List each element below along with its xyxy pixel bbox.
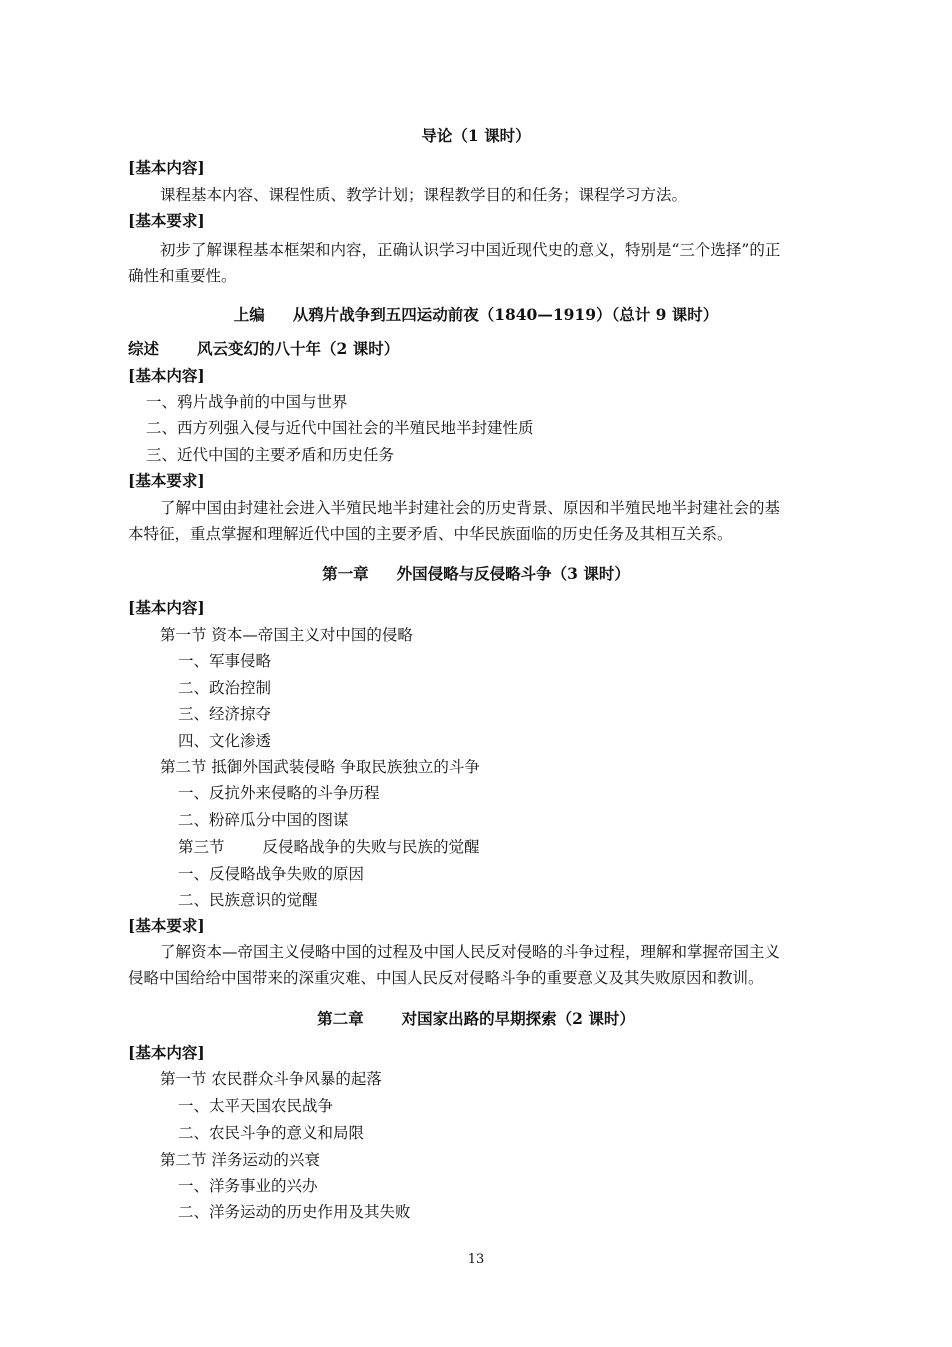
- ch1-section1: 第一节 资本—帝国主义对中国的侵略: [160, 626, 413, 644]
- intro-req-label: [基本要求]: [128, 211, 205, 230]
- ch1-s2-item: 二、粉碎瓜分中国的图谋: [178, 811, 349, 829]
- ch1-s1-item: 四、文化渗透: [178, 732, 272, 750]
- ch1-s3-item: 二、民族意识的觉醒: [178, 891, 318, 909]
- ch2-heading: [0, 1009, 952, 1029]
- overview-item: 二、西方列强入侵与近代中国社会的半殖民地半封建性质: [146, 419, 534, 437]
- ch1-s3-title: 反侵略战争的失败与民族的觉醒: [262, 838, 480, 856]
- overview-title: 风云变幻的八十年（2 课时）: [197, 339, 400, 358]
- intro-content: 课程基本内容、课程性质、教学计划；课程教学目的和任务；课程学习方法。: [160, 186, 688, 204]
- part1-prefix: 上编: [233, 305, 265, 324]
- intro-req-line2: 确性和重要性。: [128, 267, 237, 285]
- overview-req-line1: 了解中国由封建社会进入半殖民地半封建社会的历史背景、原因和半殖民地半封建社会的基: [160, 499, 781, 517]
- ch2-title: 对国家出路的早期探索（2 课时）: [401, 1009, 635, 1028]
- overview-req-line2: 本特征，重点掌握和理解近代中国的主要矛盾、中华民族面临的历史任务及其相互关系。: [128, 525, 733, 543]
- ch1-req-line2: 侵略中国给给中国带来的深重灾难、中国人民反对侵略斗争的重要意义及其失败原因和教训。: [128, 969, 764, 987]
- ch1-prefix: 第一章: [322, 564, 369, 583]
- ch1-s1-item: 一、军事侵略: [178, 652, 272, 670]
- intro-content-label: [基本内容]: [128, 158, 205, 177]
- ch1-title: 外国侵略与反侵略斗争（3 课时）: [396, 564, 630, 583]
- overview-prefix: 综述: [128, 339, 160, 358]
- ch1-s1-item: 三、经济掠夺: [178, 705, 272, 723]
- ch1-s1-item: 二、政治控制: [178, 679, 272, 697]
- ch2-content-label: [基本内容]: [128, 1043, 205, 1062]
- ch2-s2-item: 二、洋务运动的历史作用及其失败: [178, 1203, 411, 1221]
- overview-req-label: [基本要求]: [128, 471, 205, 490]
- part1-title: 从鸦片战争到五四运动前夜（1840—1919）（总计 9 课时）: [292, 305, 719, 324]
- ch1-section2: 第二节 抵御外国武装侵略 争取民族独立的斗争: [160, 758, 480, 776]
- part1-heading: [0, 305, 952, 325]
- ch1-req-label: [基本要求]: [128, 916, 205, 935]
- ch2-section1: 第一节 农民群众斗争风暴的起落: [160, 1070, 382, 1088]
- ch2-section2: 第二节 洋务运动的兴衰: [160, 1151, 320, 1169]
- ch2-s2-item: 一、洋务事业的兴办: [178, 1177, 318, 1195]
- overview-item: 一、鸦片战争前的中国与世界: [146, 393, 348, 411]
- ch1-content-label: [基本内容]: [128, 598, 205, 617]
- ch1-section3: [178, 837, 480, 857]
- ch2-prefix: 第二章: [317, 1009, 364, 1028]
- ch1-req-line1: 了解资本—帝国主义侵略中国的过程及中国人民反对侵略的斗争过程，理解和掌握帝国主义: [160, 943, 781, 961]
- page-number: 13: [467, 1252, 485, 1267]
- intro-req-line1: 初步了解课程基本框架和内容，正确认识学习中国近现代史的意义，特别是“三个选择”的正: [160, 241, 781, 259]
- ch2-s1-item: 一、太平天国农民战争: [178, 1097, 334, 1115]
- ch1-s2-item: 一、反抗外来侵略的斗争历程: [178, 784, 380, 802]
- ch1-heading: [0, 564, 952, 584]
- intro-title: 导论（1 课时）: [421, 126, 531, 145]
- ch2-s1-item: 二、农民斗争的意义和局限: [178, 1124, 365, 1142]
- ch1-s3-prefix: 第三节: [178, 838, 225, 856]
- ch1-s3-item: 一、反侵略战争失败的原因: [178, 865, 365, 883]
- overview-item: 三、近代中国的主要矛盾和历史任务: [146, 446, 395, 464]
- overview-content-label: [基本内容]: [128, 366, 205, 385]
- overview-heading: [128, 339, 399, 359]
